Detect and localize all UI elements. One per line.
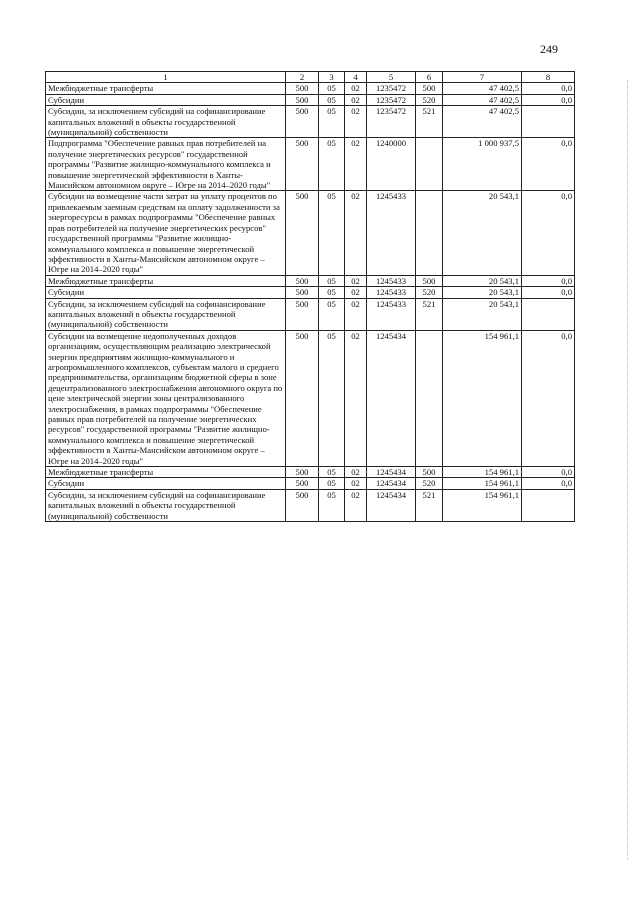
row-name: Субсидии на возмещение недополученных доходов организациям, осуществляющим реализацию электрической энергии предприятиям жилищно-коммунального и агропромышленного комплексов, субъектам малого и среднего предпринимательства, организациям бюджетной сферы в зоне децентрализованного электроснабжения автономного округа по цене электрической энергии зоны централизованного электроснабжения, в рамках подпрограммы "Обеспечение равных прав потребителей на получение энергетических ресурсов" государственной программы "Развитие жилищно-коммунального комплекса и повышение энергетической эффективности в Ханты-Мансийском автономном округе – Югре на 2014–2020 годы" <box>46 330 286 466</box>
cell-type: 500 <box>416 83 443 94</box>
cell-amount-2 <box>522 298 575 330</box>
column-header: 6 <box>416 72 443 83</box>
cell-amount: 154 961,1 <box>443 478 522 489</box>
scan-edge-artifact <box>626 80 628 860</box>
cell-amount: 20 543,1 <box>443 275 522 286</box>
cell-type: 520 <box>416 478 443 489</box>
cell-section: 05 <box>319 330 345 466</box>
table-row <box>46 275 575 286</box>
row-name: Субсидии, за исключением субсидий на софинансирование капитальных вложений в объекты государственной (муниципальной) собственности <box>46 298 286 330</box>
table-row <box>46 191 575 275</box>
cell-type: 500 <box>416 275 443 286</box>
cell-code: 500 <box>286 298 319 330</box>
cell-code: 500 <box>286 106 319 138</box>
page-number: 249 <box>540 42 558 56</box>
cell-section: 05 <box>319 287 345 298</box>
cell-target: 1245433 <box>367 298 416 330</box>
cell-section: 05 <box>319 191 345 275</box>
cell-amount: 20 543,1 <box>443 191 522 275</box>
cell-type: 500 <box>416 467 443 478</box>
cell-subsection: 02 <box>345 191 367 275</box>
cell-amount: 20 543,1 <box>443 298 522 330</box>
row-name: Межбюджетные трансферты <box>46 467 286 478</box>
cell-amount-2: 0,0 <box>522 94 575 105</box>
table-row <box>46 83 575 94</box>
table-row <box>46 106 575 138</box>
row-name: Субсидии, за исключением субсидий на софинансирование капитальных вложений в объекты государственной (муниципальной) собственности <box>46 106 286 138</box>
row-name: Межбюджетные трансферты <box>46 83 286 94</box>
cell-type: 520 <box>416 94 443 105</box>
cell-section: 05 <box>319 94 345 105</box>
cell-amount-2: 0,0 <box>522 275 575 286</box>
cell-target: 1245433 <box>367 287 416 298</box>
table-row <box>46 478 575 489</box>
cell-code: 500 <box>286 138 319 191</box>
cell-section: 05 <box>319 298 345 330</box>
cell-section: 05 <box>319 106 345 138</box>
cell-subsection: 02 <box>345 489 367 521</box>
cell-amount-2: 0,0 <box>522 287 575 298</box>
cell-subsection: 02 <box>345 138 367 191</box>
cell-target: 1235472 <box>367 83 416 94</box>
cell-code: 500 <box>286 287 319 298</box>
table-row <box>46 330 575 466</box>
cell-code: 500 <box>286 467 319 478</box>
budget-table <box>45 71 575 522</box>
row-name: Субсидии <box>46 94 286 105</box>
column-header: 2 <box>286 72 319 83</box>
row-name: Субсидии <box>46 478 286 489</box>
cell-amount-2 <box>522 489 575 521</box>
cell-target: 1245433 <box>367 275 416 286</box>
cell-subsection: 02 <box>345 467 367 478</box>
cell-subsection: 02 <box>345 330 367 466</box>
column-header: 5 <box>367 72 416 83</box>
cell-type <box>416 191 443 275</box>
cell-amount-2: 0,0 <box>522 467 575 478</box>
column-header: 4 <box>345 72 367 83</box>
row-name: Субсидии, за исключением субсидий на софинансирование капитальных вложений в объекты государственной (муниципальной) собственности <box>46 489 286 521</box>
cell-amount: 154 961,1 <box>443 467 522 478</box>
cell-target: 1235472 <box>367 94 416 105</box>
cell-section: 05 <box>319 467 345 478</box>
cell-code: 500 <box>286 330 319 466</box>
cell-amount: 47 402,5 <box>443 106 522 138</box>
cell-subsection: 02 <box>345 106 367 138</box>
cell-amount: 47 402,5 <box>443 83 522 94</box>
cell-type: 521 <box>416 298 443 330</box>
cell-type: 521 <box>416 489 443 521</box>
cell-target: 1245434 <box>367 489 416 521</box>
cell-section: 05 <box>319 83 345 94</box>
cell-section: 05 <box>319 478 345 489</box>
cell-code: 500 <box>286 94 319 105</box>
table-header-row <box>46 72 575 83</box>
row-name: Межбюджетные трансферты <box>46 275 286 286</box>
cell-section: 05 <box>319 275 345 286</box>
cell-amount-2: 0,0 <box>522 83 575 94</box>
cell-amount: 20 543,1 <box>443 287 522 298</box>
cell-target: 1245433 <box>367 191 416 275</box>
table-row <box>46 138 575 191</box>
cell-type <box>416 330 443 466</box>
cell-subsection: 02 <box>345 478 367 489</box>
cell-section: 05 <box>319 489 345 521</box>
cell-type: 520 <box>416 287 443 298</box>
cell-target: 1240000 <box>367 138 416 191</box>
cell-amount: 154 961,1 <box>443 489 522 521</box>
table-row <box>46 298 575 330</box>
row-name: Субсидии на возмещение части затрат на уплату процентов по привлекаемым заемным средствам на оплату задолженности за энергоресурсы в рамках подпрограммы "Обеспечение равных прав потребителей на получение энергетических ресурсов" государственной программы "Развитие жилищно-коммунального комплекса и повышение энергетической эффективности в Ханты-Мансийском автономном округе – Югре на 2014–2020 годы" <box>46 191 286 275</box>
row-name: Субсидии <box>46 287 286 298</box>
table-row <box>46 94 575 105</box>
cell-target: 1235472 <box>367 106 416 138</box>
row-name: Подпрограмма "Обеспечение равных прав потребителей на получение энергетических ресурсов" государственной программы "Развитие жилищно-коммунального комплекса и повышение энергетической эффективности в Ханты-Мансийском автономном округе – Югре на 2014–2020 годы" <box>46 138 286 191</box>
cell-amount-2: 0,0 <box>522 138 575 191</box>
cell-amount: 154 961,1 <box>443 330 522 466</box>
cell-target: 1245434 <box>367 478 416 489</box>
column-header: 7 <box>443 72 522 83</box>
table-row <box>46 489 575 521</box>
table-row <box>46 467 575 478</box>
cell-amount: 47 402,5 <box>443 94 522 105</box>
table-row <box>46 287 575 298</box>
cell-code: 500 <box>286 83 319 94</box>
cell-amount-2 <box>522 106 575 138</box>
cell-amount-2: 0,0 <box>522 330 575 466</box>
cell-subsection: 02 <box>345 275 367 286</box>
column-header: 8 <box>522 72 575 83</box>
cell-code: 500 <box>286 489 319 521</box>
cell-type <box>416 138 443 191</box>
cell-amount: 1 000 937,5 <box>443 138 522 191</box>
cell-code: 500 <box>286 478 319 489</box>
cell-target: 1245434 <box>367 467 416 478</box>
cell-subsection: 02 <box>345 94 367 105</box>
cell-subsection: 02 <box>345 83 367 94</box>
cell-code: 500 <box>286 275 319 286</box>
column-header: 3 <box>319 72 345 83</box>
cell-target: 1245434 <box>367 330 416 466</box>
cell-subsection: 02 <box>345 298 367 330</box>
cell-type: 521 <box>416 106 443 138</box>
cell-section: 05 <box>319 138 345 191</box>
cell-code: 500 <box>286 191 319 275</box>
column-header: 1 <box>46 72 286 83</box>
cell-subsection: 02 <box>345 287 367 298</box>
cell-amount-2: 0,0 <box>522 478 575 489</box>
cell-amount-2: 0,0 <box>522 191 575 275</box>
